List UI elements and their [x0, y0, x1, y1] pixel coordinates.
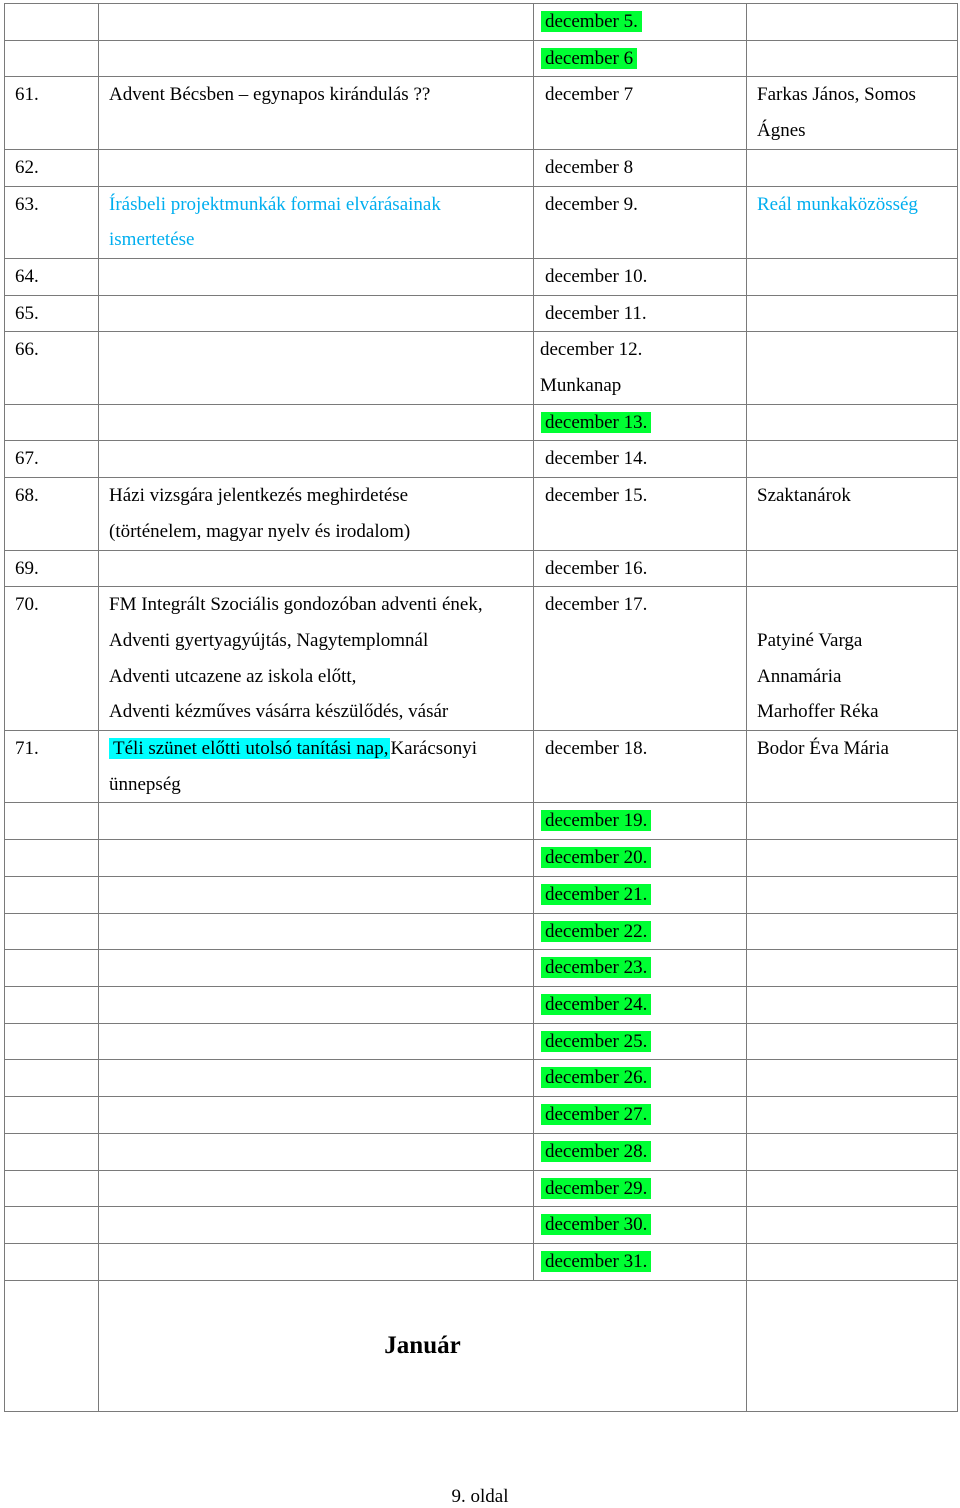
date-text: december 8: [545, 156, 634, 178]
table-row: [5, 1097, 958, 1134]
date-text: december 10.: [545, 265, 648, 287]
event-cell: [99, 876, 534, 913]
date-line: [541, 840, 746, 876]
date-cell: [534, 4, 747, 41]
responsible-cell: [747, 840, 958, 877]
row-number: 66.: [5, 332, 99, 404]
page-footer: 9. oldal: [451, 1486, 509, 1507]
date-cell: [534, 803, 747, 840]
event-cell: [99, 404, 534, 441]
row-number: 64.: [5, 258, 99, 295]
row-number: [5, 1097, 99, 1134]
responsible-line: Marhoffer Réka: [757, 701, 879, 723]
date-line: [541, 1171, 746, 1207]
date-line: [545, 296, 746, 332]
row-number: 67.: [5, 441, 99, 478]
date-line: [541, 1244, 746, 1280]
date-line: [545, 587, 746, 623]
table-row: [5, 587, 958, 731]
event-line: Adventi utcazene az iskola előtt,: [109, 665, 357, 687]
table-row: [5, 1207, 958, 1244]
date-line: [541, 950, 746, 986]
row-number: [5, 1207, 99, 1244]
responsible-line: Bodor Éva Mária: [757, 738, 889, 760]
date-text: december 14.: [545, 448, 648, 470]
table-row: [5, 1243, 958, 1280]
date-text: december 12.: [540, 339, 643, 361]
event-cell: [99, 1023, 534, 1060]
row-number: [5, 840, 99, 877]
date-text: december 11.: [545, 302, 647, 324]
row-number: [5, 40, 99, 77]
row-number: 65.: [5, 295, 99, 332]
event-cell: [99, 1243, 534, 1280]
event-cell: [99, 550, 534, 587]
table-row: [5, 876, 958, 913]
date-line: [545, 551, 746, 587]
date-text: december 16.: [545, 557, 648, 579]
table-row: [5, 1060, 958, 1097]
responsible-cell: [747, 1207, 958, 1244]
row-number: [5, 1023, 99, 1060]
table-row: [5, 913, 958, 950]
row-number: [5, 1170, 99, 1207]
event-line: Advent Bécsben – egynapos kirándulás ??: [109, 84, 431, 106]
date-cell: [534, 731, 747, 803]
row-number: 62.: [5, 149, 99, 186]
event-cell: [99, 840, 534, 877]
event-cell: [99, 149, 534, 186]
row-number: [5, 876, 99, 913]
table-row: [5, 332, 958, 404]
table-row: [5, 404, 958, 441]
responsible-cell: [747, 803, 958, 840]
holiday-date: december 22.: [541, 921, 651, 942]
date-line: [545, 731, 746, 767]
event-cell: [99, 478, 534, 550]
row-number: [5, 4, 99, 41]
table-row: [5, 77, 958, 149]
table-row: [5, 4, 958, 41]
date-cell: [534, 332, 747, 404]
responsible-cell: [747, 149, 958, 186]
holiday-date: december 13.: [541, 412, 651, 433]
event-cell: [99, 1133, 534, 1170]
table-row: [5, 950, 958, 987]
date-cell: [534, 1133, 747, 1170]
date-line: [541, 1097, 746, 1133]
date-line: [541, 1207, 746, 1243]
responsible-cell: [747, 1133, 958, 1170]
responsible-cell: [747, 550, 958, 587]
event-line: Házi vizsgára jelentkezés meghirdetése: [109, 485, 409, 507]
date-text: december 18.: [545, 738, 648, 760]
holiday-date: december 20.: [541, 847, 651, 868]
event-line: ismertetése: [109, 229, 195, 251]
date-cell: [534, 1207, 747, 1244]
event-cell: [99, 1097, 534, 1134]
month-heading: Január: [99, 1280, 747, 1411]
holiday-date: december 31.: [541, 1251, 651, 1272]
date-text: december 15.: [545, 485, 648, 507]
holiday-date: december 28.: [541, 1141, 651, 1162]
table-row: [5, 40, 958, 77]
event-line: (történelem, magyar nyelv és irodalom): [109, 520, 411, 542]
date-cell: [534, 1170, 747, 1207]
row-number: [5, 803, 99, 840]
event-line: FM Integrált Szociális gondozóban adventi ének,: [109, 594, 483, 616]
event-line: [109, 731, 529, 767]
responsible-cell: [747, 77, 958, 149]
responsible-cell: [747, 876, 958, 913]
date-cell: [534, 295, 747, 332]
row-number: [5, 1133, 99, 1170]
responsible-cell: [747, 295, 958, 332]
month-cell-empty: [747, 1280, 958, 1411]
date-line: [545, 478, 746, 514]
date-cell: [534, 913, 747, 950]
date-line: [541, 877, 746, 913]
date-line: [541, 987, 746, 1023]
month-row: [5, 1280, 958, 1411]
schedule-body: [5, 4, 958, 1281]
responsible-line: Annamária: [757, 665, 842, 687]
date-text: december 9.: [545, 193, 638, 215]
holiday-date: december 24.: [541, 994, 651, 1015]
responsible-cell: [747, 332, 958, 404]
responsible-cell: [747, 478, 958, 550]
event-line: Adventi kézműves vásárra készülődés, vásár: [109, 701, 449, 723]
date-line: [541, 1060, 746, 1096]
event-cell: [99, 441, 534, 478]
holiday-date: december 5.: [541, 11, 642, 32]
responsible-cell: [747, 587, 958, 731]
date-text: december 7: [545, 84, 634, 106]
row-number: [5, 1060, 99, 1097]
event-cell: [99, 1060, 534, 1097]
responsible-line: Reál munkaközösség: [757, 193, 918, 215]
row-number: [5, 986, 99, 1023]
responsible-cell: [747, 913, 958, 950]
responsible-cell: [747, 1097, 958, 1134]
date-cell: [534, 1097, 747, 1134]
date-cell: [534, 1060, 747, 1097]
table-row: [5, 258, 958, 295]
date-cell: [534, 1243, 747, 1280]
table-row: [5, 803, 958, 840]
date-line: [541, 1134, 746, 1170]
row-number: 61.: [5, 77, 99, 149]
row-number: [5, 1243, 99, 1280]
responsible-cell: [747, 1023, 958, 1060]
table-row: [5, 986, 958, 1023]
event-cell: [99, 913, 534, 950]
date-line: [541, 41, 746, 77]
responsible-line: Szaktanárok: [757, 485, 851, 507]
date-cell: [534, 258, 747, 295]
date-line: [541, 914, 746, 950]
table-row: [5, 186, 958, 258]
date-cell: [534, 478, 747, 550]
date-text: Munkanap: [540, 375, 622, 397]
holiday-date: december 6: [541, 48, 637, 69]
holiday-date: december 19.: [541, 810, 651, 831]
row-number: 63.: [5, 186, 99, 258]
event-cell: [99, 332, 534, 404]
responsible-cell: [747, 4, 958, 41]
date-line: [541, 405, 746, 441]
date-cell: [534, 404, 747, 441]
date-line: [545, 259, 746, 295]
table-row: [5, 550, 958, 587]
event-cell: [99, 258, 534, 295]
date-cell: [534, 77, 747, 149]
event-highlight: Téli szünet előtti utolsó tanítási nap,: [109, 738, 390, 759]
event-line: Írásbeli projektmunkák formai elvárásainak: [109, 193, 441, 215]
date-line: [541, 1024, 746, 1060]
event-cell: [99, 4, 534, 41]
table-row: [5, 1170, 958, 1207]
event-cell: [99, 1170, 534, 1207]
holiday-date: december 23.: [541, 957, 651, 978]
date-cell: [534, 840, 747, 877]
responsible-cell: [747, 950, 958, 987]
date-cell: [534, 950, 747, 987]
responsible-cell: [747, 986, 958, 1023]
event-text: Karácsonyi: [390, 738, 477, 760]
date-line: [540, 368, 746, 404]
table-row: [5, 731, 958, 803]
date-cell: [534, 876, 747, 913]
table-row: [5, 1023, 958, 1060]
table-row: [5, 478, 958, 550]
event-cell: [99, 186, 534, 258]
responsible-cell: [747, 258, 958, 295]
responsible-line: Farkas János, Somos: [757, 84, 916, 106]
date-cell: [534, 986, 747, 1023]
event-cell: [99, 77, 534, 149]
event-cell: [99, 587, 534, 731]
holiday-date: december 21.: [541, 884, 651, 905]
date-line: [545, 187, 746, 223]
responsible-cell: [747, 1060, 958, 1097]
date-cell: [534, 1023, 747, 1060]
responsible-cell: [747, 1243, 958, 1280]
row-number: 71.: [5, 731, 99, 803]
row-number: [5, 913, 99, 950]
date-line: [541, 803, 746, 839]
table-row: [5, 840, 958, 877]
event-cell: [99, 986, 534, 1023]
event-cell: [99, 950, 534, 987]
responsible-line: Ágnes: [757, 120, 806, 142]
table-row: [5, 149, 958, 186]
date-line: [541, 4, 746, 40]
responsible-line: Patyiné Varga: [757, 629, 863, 651]
table-row: [5, 295, 958, 332]
holiday-date: december 27.: [541, 1104, 651, 1125]
row-number: [5, 404, 99, 441]
event-line: ünnepség: [109, 773, 181, 795]
date-cell: [534, 550, 747, 587]
row-number: 70.: [5, 587, 99, 731]
month-cell-empty: [5, 1280, 99, 1411]
event-cell: [99, 295, 534, 332]
date-line: [545, 77, 746, 113]
responsible-cell: [747, 1170, 958, 1207]
row-number: [5, 950, 99, 987]
event-cell: [99, 731, 534, 803]
date-cell: [534, 186, 747, 258]
date-cell: [534, 149, 747, 186]
date-cell: [534, 40, 747, 77]
date-line: [540, 332, 746, 368]
date-line: [545, 150, 746, 186]
date-text: december 17.: [545, 594, 648, 616]
responsible-cell: [747, 731, 958, 803]
responsible-cell: [747, 441, 958, 478]
table-row: [5, 441, 958, 478]
date-cell: [534, 441, 747, 478]
responsible-line: [757, 587, 957, 623]
date-line: [545, 441, 746, 477]
responsible-cell: [747, 40, 958, 77]
holiday-date: december 30.: [541, 1214, 651, 1235]
row-number: 69.: [5, 550, 99, 587]
holiday-date: december 26.: [541, 1067, 651, 1088]
event-cell: [99, 1207, 534, 1244]
holiday-date: december 25.: [541, 1031, 651, 1052]
responsible-cell: [747, 404, 958, 441]
date-cell: [534, 587, 747, 731]
event-cell: [99, 40, 534, 77]
row-number: 68.: [5, 478, 99, 550]
event-cell: [99, 803, 534, 840]
holiday-date: december 29.: [541, 1178, 651, 1199]
table-row: [5, 1133, 958, 1170]
event-line: Adventi gyertyagyújtás, Nagytemplomnál: [109, 629, 429, 651]
schedule-table: [4, 3, 958, 1412]
responsible-cell: [747, 186, 958, 258]
